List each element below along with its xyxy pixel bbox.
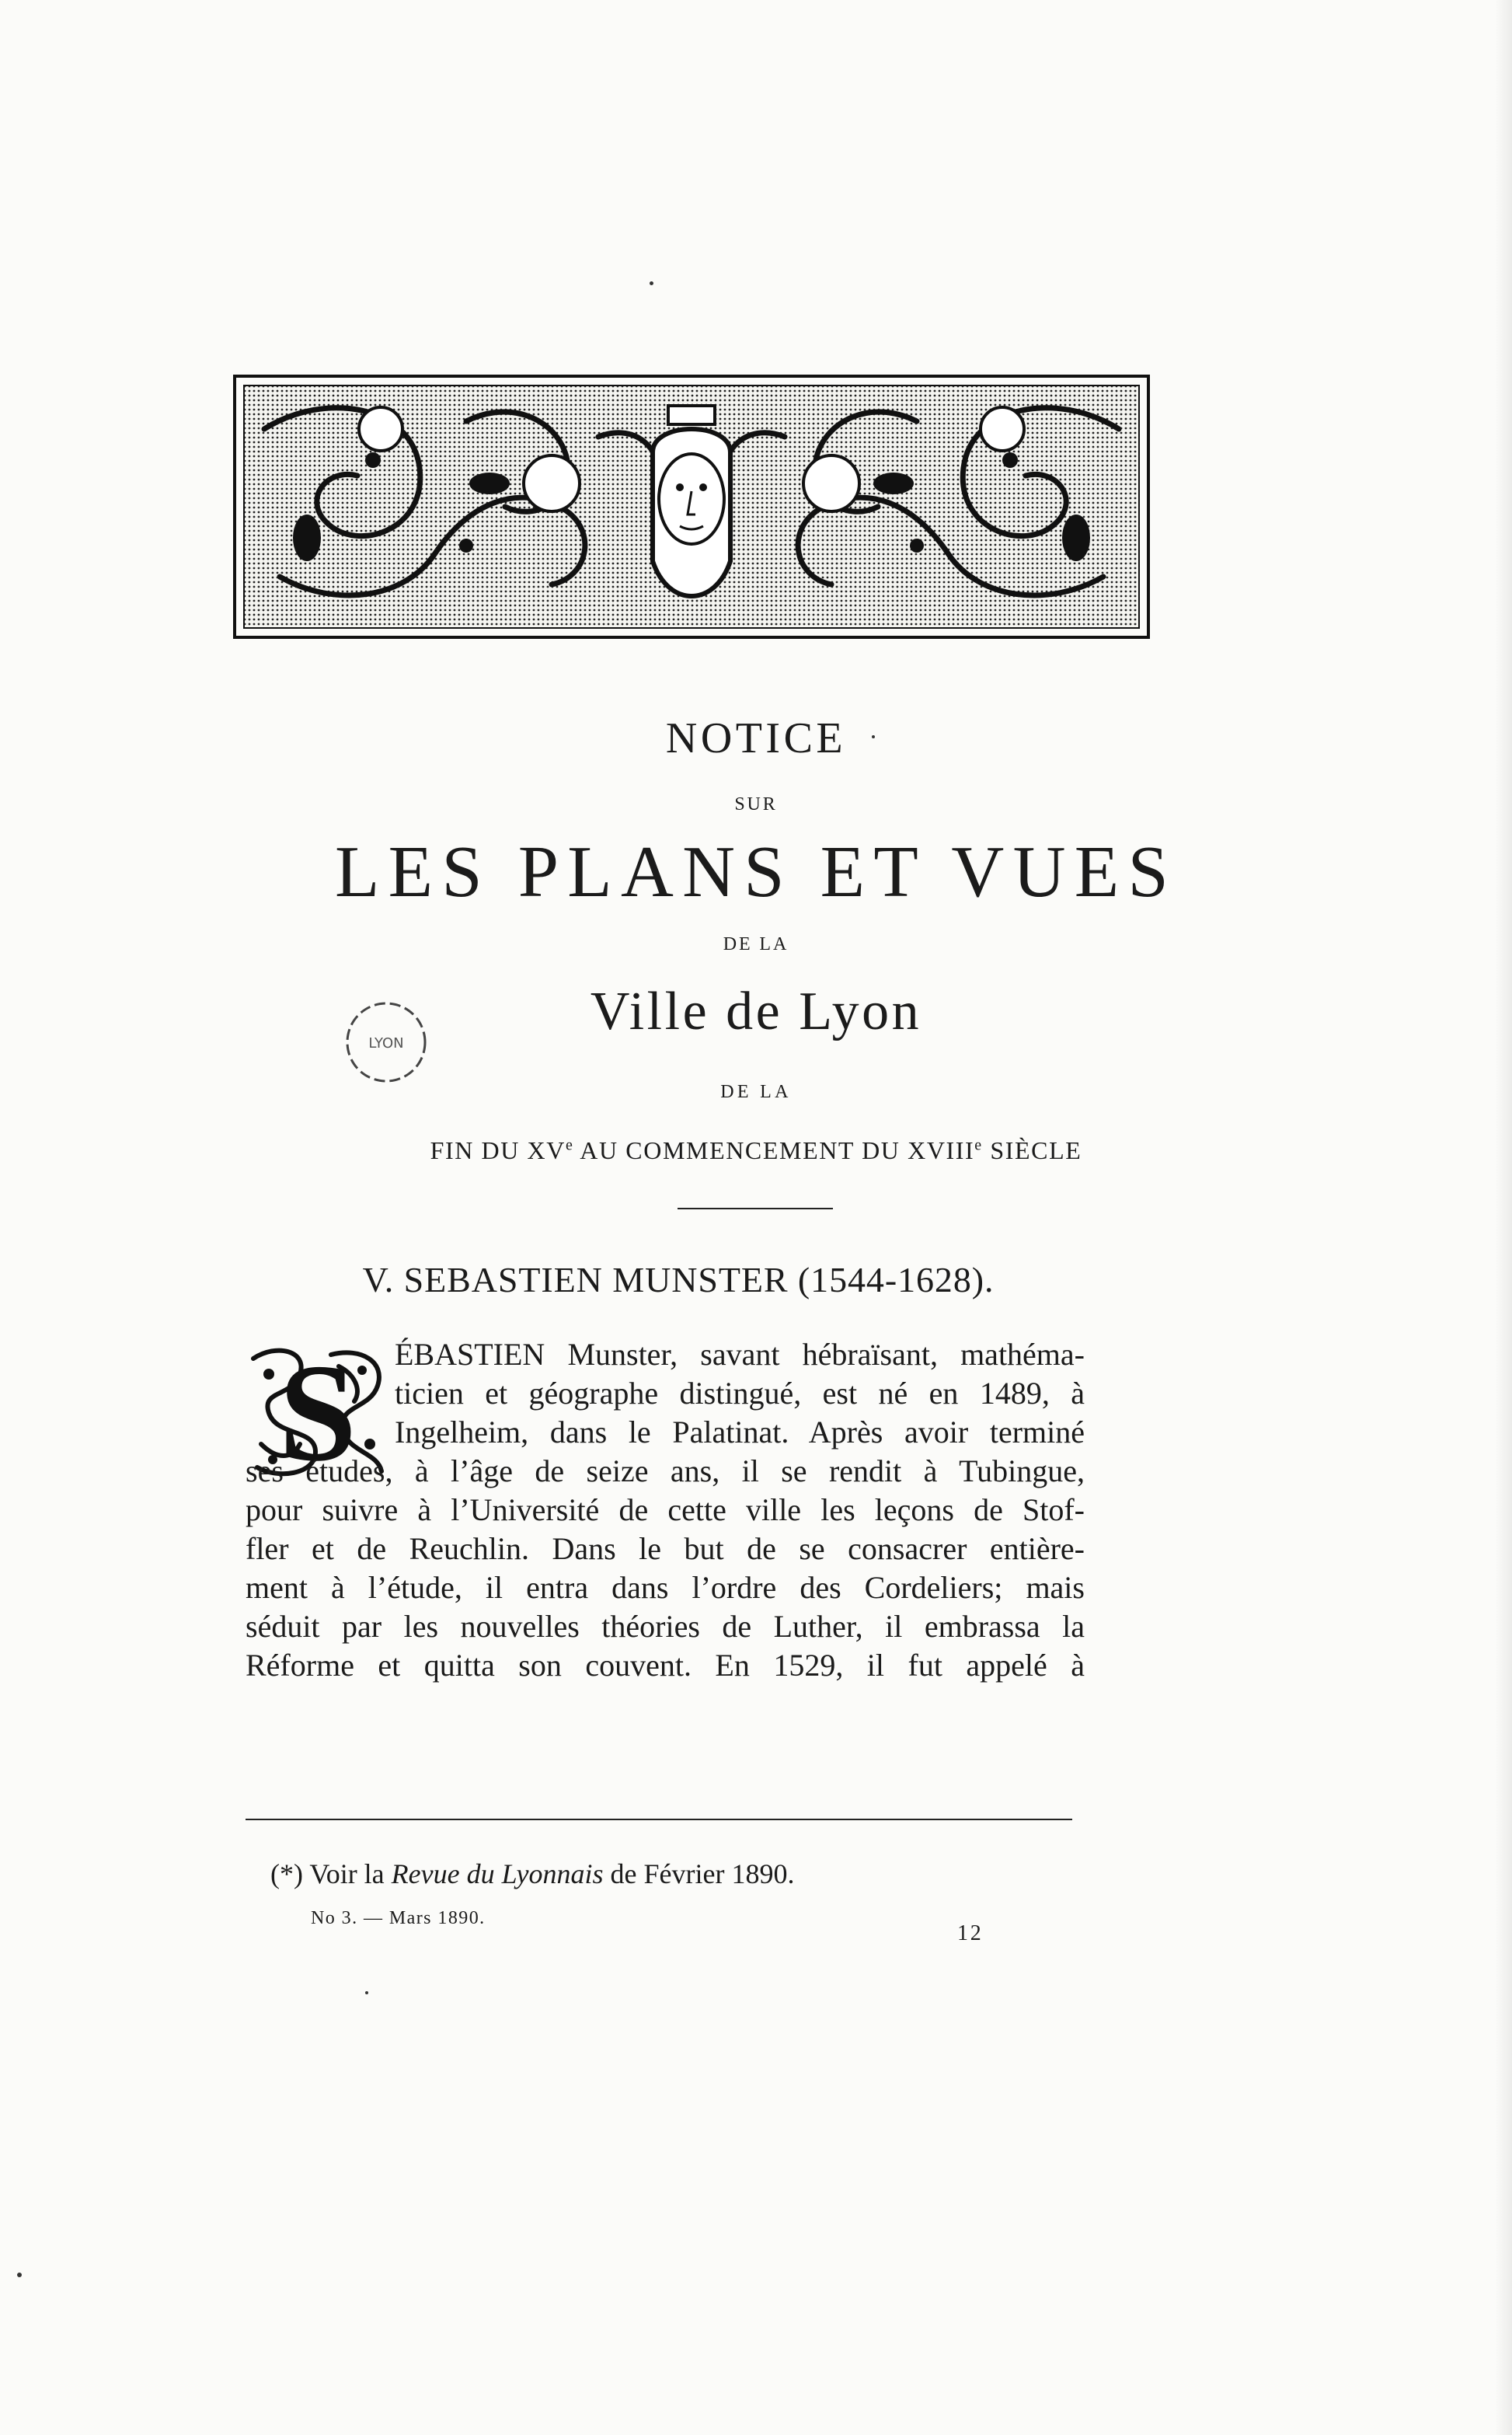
body-line: Réforme et quitta son couvent. En 1529, il fut appelé à [246,1648,1085,1683]
body-line: ses études, à l’âge de seize ans, il se rendit à Tubingue, [246,1453,1085,1488]
title-de-la-1: DE LA [723,934,789,954]
issue-line: No 3. — Mars 1890. [311,1908,486,1928]
dropcap-letter: S [278,1343,357,1483]
title-de-la-2: DE LA [720,1082,792,1102]
footnote: (*) Voir la Revue du Lyonnais de Février 1890. [270,1858,795,1889]
body-line: fler et de Reuchlin. Dans le but de se consacrer entière- [246,1531,1085,1566]
body-paragraph [246,1335,1085,1685]
body-line: ticien et géographe distingué, est né en 1489, à [395,1376,1085,1411]
footnote-separator [246,1819,1072,1820]
footnote-journal: Revue du Lyonnais [391,1858,604,1889]
page-number: 12 [957,1921,984,1945]
title-sur: SUR [734,794,778,815]
speck [17,2273,22,2277]
body-line: ment à l’étude, il entra dans l’ordre des Cordeliers; mais [246,1570,1085,1605]
title-notice: NOTICE [665,714,847,762]
page-edge-shadow [1495,0,1512,2435]
speck [650,281,653,285]
ornamental-banner [233,375,1150,639]
speck [872,735,875,738]
stamp-text: LYON [368,1035,404,1052]
speck [365,1991,368,1994]
body-line: ÉBASTIEN Munster, savant hébraïsant, mathéma- [395,1337,1085,1372]
title-plans-et-vues: LES PLANS ET VUES [334,832,1178,912]
title-period: FIN DU XVe AU COMMENCEMENT DU XVIIIe SIÈCLE [430,1136,1082,1164]
body-line: Ingelheim, dans le Palatinat. Après avoir terminé [395,1415,1085,1449]
title-ville-de-lyon: Ville de Lyon [590,982,922,1041]
title-divider [678,1208,833,1209]
body-line: pour suivre à l’Université de cette ville les leçons de Stof- [246,1492,1085,1527]
section-heading: V. SEBASTIEN MUNSTER (1544-1628). [362,1260,995,1299]
body-line: séduit par les nouvelles théories de Luther, il embrassa la [246,1609,1085,1644]
footnote-marker: (*) [270,1858,303,1889]
library-stamp [336,996,437,1088]
